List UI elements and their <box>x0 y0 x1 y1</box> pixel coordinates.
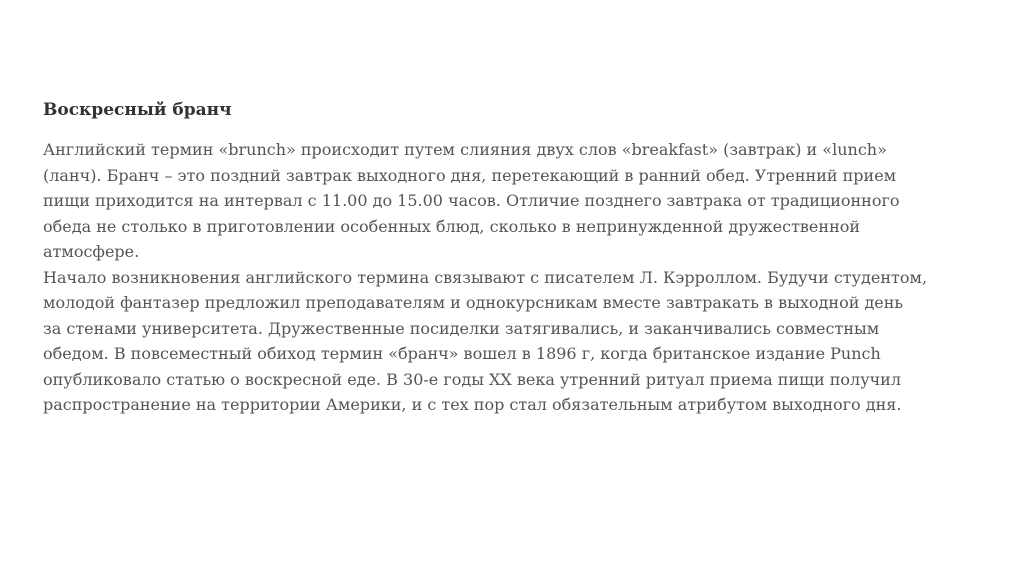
paragraph-brunch-history <box>43 265 988 418</box>
text-line: пищи приходится на интервал с 11.00 до 15.00 часов. Отличие позднего завтрака от традиционного <box>43 191 900 210</box>
text-line: обеда не столько в приготовлении особенных блюд, сколько в непринужденной дружественной <box>43 216 861 236</box>
slide-content <box>43 98 988 418</box>
text-line: молодой фантазер предложил преподавателям и однокурсникам вместе завтракать в выходной день <box>43 293 904 312</box>
text-line: атмосфере. <box>43 242 140 261</box>
paragraph-brunch-definition <box>43 137 988 265</box>
text-line: (ланч). Бранч – это поздний завтрак выходного дня, перетекающий в ранний обед. Утренний прием <box>43 165 897 185</box>
text-line: распространение на территории Америки, и с тех пор стал обязательным атрибутом выходного дня. <box>43 395 902 414</box>
text-line: Английский термин «brunch» происходит путем слияния двух слов «breakfast» (завтрак) и «lunch» <box>43 140 887 159</box>
text-line: за стенами университета. Дружественные посиделки затягивались, и заканчивались совместным <box>43 318 880 338</box>
text-line: обедом. В повсеместный обиход термин «бранч» вошел в 1896 г, когда британское издание Punch <box>43 344 881 363</box>
text-line: Начало возникновения английского термина связывают с писателем Л. Кэрроллом. Будучи студентом, <box>43 267 928 287</box>
text-line: опубликовало статью о воскресной еде. В 30-е годы XX века утренний ритуал приема пищи получил <box>43 369 902 389</box>
slide-title: Воскресный бранч <box>43 100 232 120</box>
